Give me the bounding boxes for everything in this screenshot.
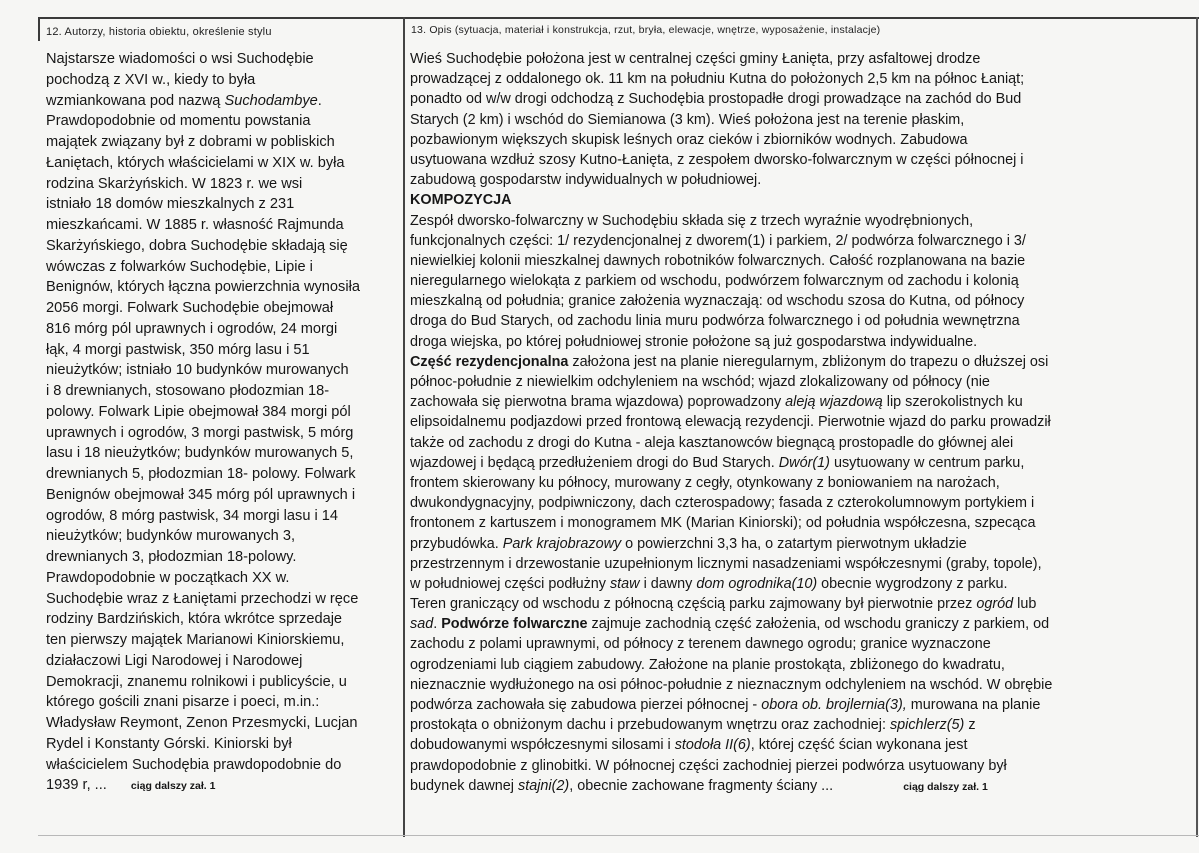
text-run: murowana na planie <box>906 697 1041 713</box>
text-line: nieużytków; budynków murowanych 3, <box>46 528 296 545</box>
text-line: uprawnych i ogrodów, 3 morgi pastwisk, 5 mórg <box>46 424 354 441</box>
text-line: majątek związany był z dobrami w pobliskich <box>46 134 335 150</box>
text-line: droga do Bud Starych, od zachodu linia muru podwórza folwarcznego i od południa wewnętrzna <box>410 313 1020 330</box>
italic-term: Dwór(1) <box>778 454 830 471</box>
text-run: i dawny <box>639 575 697 592</box>
text-run: lub <box>1013 596 1037 613</box>
continued-note: ciąg dalszy zał. 1 <box>130 780 216 793</box>
text-line <box>410 695 1196 715</box>
text-line: polowy. Folwark Lipie obejmował 384 morgi pól <box>46 403 351 420</box>
text-line: Władysław Reymont, Zenon Przesmycki, Lucjan <box>46 715 358 731</box>
text-line: Benignów obejmował 345 mórg pól uprawnych i <box>46 486 356 503</box>
text-line: ogrodów, 8 mórg pastwisk, 34 morgi lasu i 14 <box>46 507 339 524</box>
text-line <box>410 453 1196 473</box>
text-run: zachowała się pierwotna brama wjazdowa) poprowadzony <box>410 394 786 411</box>
text-line <box>410 594 1196 614</box>
text-line: północ-południe z niewielkim odchyleniem na wschód; wjazd zlokalizowany od północy (nie <box>410 374 990 390</box>
right-border <box>1196 17 1198 837</box>
left-column-header: 12. Autorzy, historia obiektu, określenie stylu <box>46 26 272 38</box>
text-run: przybudówka. <box>410 535 503 552</box>
text-line: Najstarsze wiadomości o wsi Suchodębie <box>46 51 314 67</box>
text-run: prostokąta o obniżonym dachu i przebudowanym wnętrzu oraz zachodniej: <box>410 717 890 734</box>
text-line: Prawdopodobnie od momentu powstania <box>46 113 311 130</box>
text-line <box>410 574 1196 594</box>
right-column-header: 13. Opis (sytuacja, materiał i konstrukcja, rzut, bryła, elewacje, wnętrze, wyposażenie, instalacje) <box>411 24 881 36</box>
text-line: zabudową gospodarstw indywidualnych w południowej. <box>410 172 762 189</box>
italic-term: spichlerz(5) <box>889 717 965 734</box>
text-line: pozbawionym większych skupisk leśnych oraz cieków i zbiorników wodnych. Zabudowa <box>410 131 968 148</box>
text-line: Starych (2 km) i wschód do Siemianowa (3 km). Wieś położona jest na terenie płaskim, <box>410 111 965 128</box>
text-run: podwórza zachowała się zabudowa pierzei północnej - <box>410 697 762 713</box>
text-line: i 8 drewnianych, stosowano płodozmian 18- <box>46 383 330 399</box>
top-rule <box>38 17 1199 19</box>
italic-term: dom ogrodnika(10) <box>696 575 818 592</box>
italic-term: staw <box>609 575 640 592</box>
text-line: Wieś Suchodębie położona jest w centralnej części gminy Łanięta, przy asfaltowej drodze <box>410 51 981 67</box>
italic-term: Park krajobrazowy <box>502 535 622 552</box>
text-run: . <box>317 92 322 109</box>
text-run: . <box>433 616 442 633</box>
text-line: Suchodębie wraz z Łaniętami przechodzi w ręce <box>46 590 359 607</box>
text-run: usytuowany w centrum parku, <box>829 454 1025 471</box>
text-run: lip szerokolistnych ku <box>882 394 1023 411</box>
text-line: droga wiejska, po której południowej stronie położone są już gospodarstwa indywidualne. <box>410 333 978 350</box>
left-header-rule <box>38 17 40 41</box>
text-run: z <box>964 717 976 734</box>
text-line: elipsoidalnemu podjazdowi przed frontową elewacją rezydencji. Pierwotnie wjazd do parku prowadził <box>410 414 1051 431</box>
text-line: usytuowana wzdłuż szosy Kutno-Łanięta, z zespołem dworsko-folwarcznym w części północnej i <box>410 151 1024 168</box>
text-line: nieregularnego wielokąta z parkiem od wschodu, podwórzem folwarcznym od zachodu i kolonią <box>410 273 1019 290</box>
italic-term: sad <box>410 616 434 633</box>
text-line: Zespół dworsko-folwarczny w Suchodębiu składa się z trzech wyraźnie wyodrębnionych, <box>410 212 974 229</box>
text-line: Łaniętach, których właścicielami w XIX w. była <box>46 154 345 171</box>
text-line: Skarżyńskiego, dobra Suchodębie składają się <box>46 237 348 254</box>
text-line: łąk, 4 morgi pastwisk, 350 mórg lasu i 51 <box>46 341 310 358</box>
text-line: mieszkańcami. W 1885 r. własność Rajmunda <box>46 217 344 233</box>
text-line: Demokracji, znanemu rolnikowi i publicyście, u <box>46 673 347 690</box>
text-run: wzmiankowana pod nazwą <box>46 92 225 109</box>
text-line: przestrzennym i drzewostanie uzupełnionym licznymi nasadzeniami współczesnymi (graby, topole), <box>410 555 1042 572</box>
text-run: założona jest na planie nieregularnym, zbliżonym do trapezu o dłuższej osi <box>568 353 1049 370</box>
column-divider <box>403 17 405 837</box>
text-line: istniało 18 domów mieszkalnych z 231 <box>46 196 295 213</box>
text-line: niewielkiej kolonii mieszkalnej dawnych robotników folwarcznych. Całość rozplanowana na bazie <box>410 252 1026 269</box>
text-run: 1939 r, ... <box>46 777 107 794</box>
text-line: zachodu z polami uprawnymi, od północy z terenem dawnego ogrodu; granice wyznaczone <box>410 636 991 653</box>
text-line: właścicielem Suchodębia prawdopodobnie do <box>46 756 342 773</box>
text-line: frontonem z kartuszem i monogramem MK (Marian Kiniorski); od południa współczesna, szpecąca <box>410 515 1036 532</box>
text-run: wjazdowej i będącą przedłużeniem drogi do Bud Starych. <box>410 454 779 471</box>
italic-term: Suchodambye <box>224 92 318 109</box>
text-line: ten pierwszy majątek Marianowi Kiniorskiemu, <box>46 632 345 648</box>
history-column <box>46 49 402 796</box>
text-line: 816 mórg pól uprawnych i ogrodów, 24 morgi <box>46 320 338 337</box>
text-line: Benignów, których łączna powierzchnia wynosiła <box>46 279 360 296</box>
text-line: Rydel i Konstanty Górski. Kiniorski był <box>46 735 292 752</box>
text-line <box>410 534 1196 554</box>
text-line <box>410 776 1196 796</box>
italic-term: aleją wjazdową <box>785 394 883 411</box>
text-run: budynek dawnej <box>410 777 519 794</box>
text-run: , obecnie zachowane fragmenty ściany ... <box>569 777 834 794</box>
text-line <box>410 715 1196 735</box>
text-line: wówczas z folwarków Suchodębie, Lipie i <box>46 258 313 275</box>
text-line: rodziny Bardzińskich, która wkrótce sprzedaje <box>46 611 343 628</box>
text-line: prowadzącej z oddalonego ok. 11 km na południu Kutna do położonych 2,5 km na północ Łaniąt; <box>410 71 1025 88</box>
text-line <box>410 735 1196 755</box>
text-run: obecnie wygrodzony z parku. <box>817 575 1008 592</box>
text-line: prawdopodobnie z glinobitki. W północnej części zachodniej pierzei podwórza usytuowany był <box>410 757 1007 774</box>
text-line: drewnianych 3, płodozmian 18-polowy. <box>46 549 297 565</box>
text-line <box>46 775 402 796</box>
italic-term: ogród <box>976 596 1014 613</box>
text-line <box>46 91 402 112</box>
text-line: nieużytków; istniało 10 budynków murowanych <box>46 362 349 379</box>
text-run: , której część ścian wykonana jest <box>750 737 968 754</box>
description-column <box>410 49 1196 796</box>
text-line: nieznacznie wydłużonego na osi północ-południe z nieznacznym odchyleniem na wschód. W obrębie <box>410 676 1053 693</box>
text-line: drewnianych 5, płodozmian 18- polowy. Folwark <box>46 466 356 482</box>
text-run: zajmuje zachodnią część założenia, od wschodu graniczy z parkiem, od <box>587 616 1050 633</box>
continued-note: ciąg dalszy zał. 1 <box>903 780 988 793</box>
text-line: mieszkalną od południa; granice założenia wyznaczają: od wschodu szosa do Kutna, od północy <box>410 293 1025 310</box>
text-run: Teren graniczący od wschodu z północną częścią parku zajmowany był pierwotnie przez <box>410 596 977 613</box>
text-line: ogrodzeniami lub ciągiem zabudowy. Założone na planie prostokąta, zbliżonego do kwadratu, <box>410 656 1005 673</box>
italic-term: stajni(2) <box>518 777 570 794</box>
text-line: Prawdopodobnie w początkach XX w. <box>46 569 290 586</box>
text-run: w południowej części podłużny <box>410 575 610 592</box>
italic-term: stodoła II(6) <box>674 737 751 754</box>
text-line: funkcjonalnych części: 1/ rezydencjonalnej z dworem(1) i parkiem, 2/ podwórza folwarcznego i 3/ <box>410 232 1026 249</box>
text-line: ponadto od w/w drogi odchodzą z Suchodębia prostopadłe drogi prowadzące na zachód do Bud <box>410 91 1022 108</box>
italic-term: obora ob. brojlernia(3), <box>761 697 907 713</box>
text-run: dobudowanymi współczesnymi silosami i <box>410 737 675 754</box>
text-line <box>410 614 1196 634</box>
text-line: 2056 morgi. Folwark Suchodębie obejmował <box>46 300 334 316</box>
text-line: także od zachodu z drogi do Kutna - aleja kasztanowców biegnącą prostopadle do głównej alei <box>410 434 1014 451</box>
bottom-rule <box>38 835 1199 836</box>
section-heading: KOMPOZYCJA <box>410 192 512 209</box>
text-line: dwukondygnacyjny, podpiwniczony, dach czterospadowy; fasada z czterokolumnowym portykiem i <box>410 495 1035 512</box>
text-line: rodzina Skarżyńskich. W 1823 r. we wsi <box>46 175 303 192</box>
text-line: którego gościli znani pisarze i poeci, m.in.: <box>46 694 320 711</box>
text-run: o powierzchni 3,3 ha, o zatartym pierwotnym układzie <box>621 535 967 552</box>
text-line <box>410 392 1196 412</box>
text-line <box>410 352 1196 372</box>
text-line: frontem skierowany ku północy, murowany z cegły, otynkowany z boniowaniem na narożach, <box>410 474 1000 491</box>
bold-term: Część rezydencjonalna <box>410 353 569 370</box>
text-line: pochodzą z XVI w., kiedy to była <box>46 71 256 88</box>
text-line: działaczowi Ligi Narodowej i Narodowej <box>46 652 303 669</box>
bold-term: Podwórze folwarczne <box>441 616 588 633</box>
text-line: lasu i 18 nieużytków; budynków murowanych 5, <box>46 445 354 462</box>
